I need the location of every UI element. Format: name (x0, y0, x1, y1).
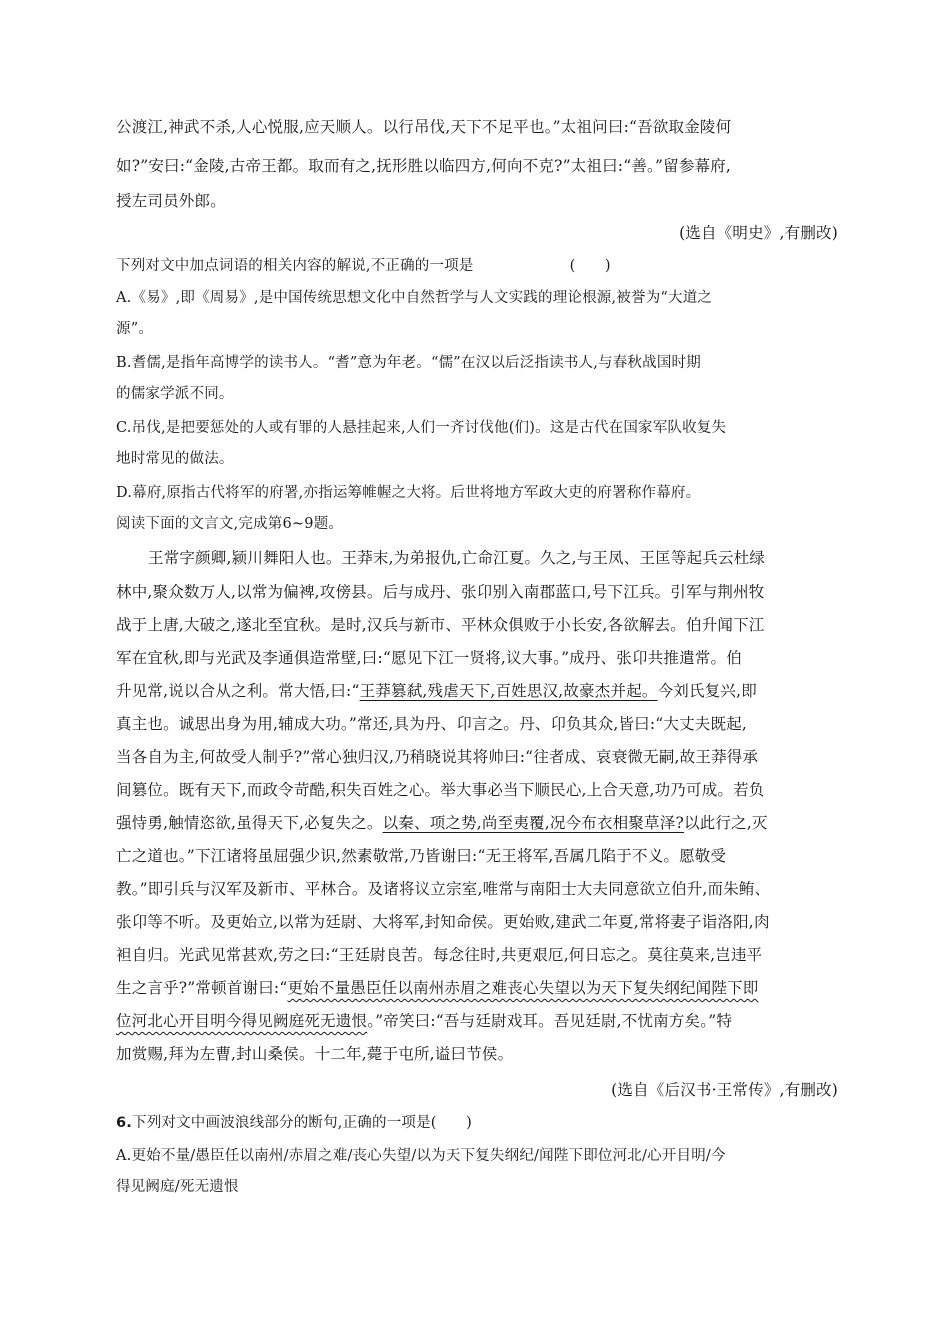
underlined-sentence-2: 以秦、项之势,尚至夷覆,况今布衣相聚草泽? (382, 814, 684, 832)
passage-line (116, 812, 836, 834)
passage-line: 亡之道也。”下江诸将虽屈强少识,然素敬常,乃皆谢曰:“无王将军,吾属几陷于不义。愿敬受 (116, 847, 727, 865)
question-number: 6. (116, 1115, 132, 1131)
option-a: A.《易》,即《周易》,是中国传统思想文化中自然哲学与人文实践的理论根源,被誉为“大道之 (116, 290, 713, 306)
reading-intro: 阅读下面的文言文,完成第6~9题。 (116, 516, 344, 532)
option-b: B.耆儒,是指年高博学的读书人。“耆”意为年老。“儒”在汉以后泛指读书人,与春秋战国时期 (116, 355, 701, 371)
passage-text: 今刘氏复兴,即 (657, 682, 757, 700)
passage-line (116, 680, 836, 702)
passage-line: 加赏赐,拜为左曹,封山桑侯。十二年,薨于屯所,谥曰节侯。 (116, 1045, 514, 1063)
option-a: A.更始不量/愚臣任以南州/赤眉之难/丧心失望/以为天下复失纲纪/闻陛下即位河北/心开目明/今 (116, 1148, 726, 1164)
passage-line: 张卬等不听。及更始立,以常为廷尉、大将军,封知命侯。更始败,建武二年夏,常将妻子诣洛阳,肉 (116, 913, 770, 931)
question-stem-text: 下列对文中加点词语的相关内容的解说,不正确的一项是 (116, 258, 474, 274)
passage-line (116, 1010, 836, 1032)
passage-line: 战于上唐,大破之,遂北至宜秋。是时,汉兵与新市、平林众俱败于小长安,各欲解去。伯升闻下江 (116, 616, 765, 634)
passage-line: 教。”即引兵与汉军及新市、平林合。及诸将议立宗室,唯常与南阳士大夫同意欲立伯升,而朱鲔、 (116, 880, 771, 898)
passage-line: 间篡位。既有天下,而政令苛酷,积失百姓之心。举大事必当下顺民心,上合天意,功乃可成。若负 (116, 781, 765, 799)
question-6-stem (116, 1112, 836, 1134)
passage-line: 军在宜秋,即与光武及李通俱造常壁,曰:“愿见下江一贤将,议大事。”成丹、张卬共推遣常。伯 (116, 649, 742, 667)
option-a-cont: 得见阙庭/死无遗恨 (116, 1179, 239, 1195)
passage-line: 王常字颜卿,颍川舞阳人也。王莽末,为弟报仇,亡命江夏。久之,与王凤、王匡等起兵云杜绿 (148, 549, 766, 567)
text-line: 公渡江,神武不杀,人心悦服,应天顺人。以行吊伐,天下不足平也。”太祖问曰:“吾欲取金陵何 (116, 118, 732, 136)
option-a-cont: 源”。 (116, 321, 154, 337)
passage-text: 生之言乎?”常顿首谢曰:“ (116, 979, 288, 997)
wavy-underlined-text: 位河北心开目明今得见阙庭死无遗恨 (116, 1012, 368, 1030)
text-line: 授左司员外郎。 (116, 192, 226, 210)
option-c-cont: 地时常见的做法。 (116, 451, 234, 467)
question-stem-text: 下列对文中画波浪线部分的断句,正确的一项是( ) (132, 1115, 472, 1131)
passage-text: 以此行之,灭 (683, 814, 768, 832)
wavy-underlined-text: 更始不量愚臣任以南州赤眉之难丧心失望以为天下复失纲纪闻陛下即 (287, 979, 759, 997)
passage-line: 真主也。诚思出身为用,辅成大功。”常还,具为丹、卬言之。丹、卬负其众,皆曰:“大丈夫既起, (116, 715, 748, 733)
question-5-stem (116, 255, 836, 277)
option-d: D.幕府,原指古代将军的府署,亦指运筹帷幄之大将。后世将地方军政大吏的府署称作幕府。 (116, 485, 701, 501)
passage-line: 当各自为主,何故受人制乎?”常心独归汉,乃稍晓说其将帅曰:“往者成、哀衰微无嗣,故王莽得承 (116, 748, 759, 766)
option-c: C.吊伐,是把要惩处的人或有罪的人悬挂起来,人们一齐讨伐他(们)。这是古代在国家军队收复失 (116, 420, 727, 436)
passage-text: 。”帝笑曰:“吾与廷尉戏耳。吾见廷尉,不忧南方矣。”特 (367, 1012, 733, 1030)
passage-text: 强恃勇,触情恣欲,虽得天下,必复失之。 (116, 814, 383, 832)
option-b-cont: 的儒家学派不同。 (116, 386, 234, 402)
passage-line (116, 977, 836, 999)
passage-text: 升见常,说以合从之利。常大悟,曰:“ (116, 682, 360, 700)
passage-line: 袒自归。光武见常甚欢,劳之曰:“王廷尉良苦。每念往时,共更艰厄,何日忘之。莫往莫来,岂违平 (116, 946, 763, 964)
answer-paren: ( ) (569, 258, 611, 274)
source-citation: (选自《明史》,有删改) (679, 224, 838, 242)
text-line: 如?”安曰:“金陵,古帝王都。取而有之,抚形胜以临四方,何向不克?”太祖曰:“善。”留参幕府, (116, 157, 732, 175)
passage-line: 林中,聚众数万人,以常为偏裨,攻傍县。后与成丹、张卬别入南郡蓝口,号下江兵。引军与荆州牧 (116, 583, 765, 601)
source-citation: (选自《后汉书·王常传》,有删改) (611, 1081, 838, 1099)
underlined-sentence-1: 王莽篡弑,残虐天下,百姓思汉,故豪杰并起。 (359, 682, 658, 700)
